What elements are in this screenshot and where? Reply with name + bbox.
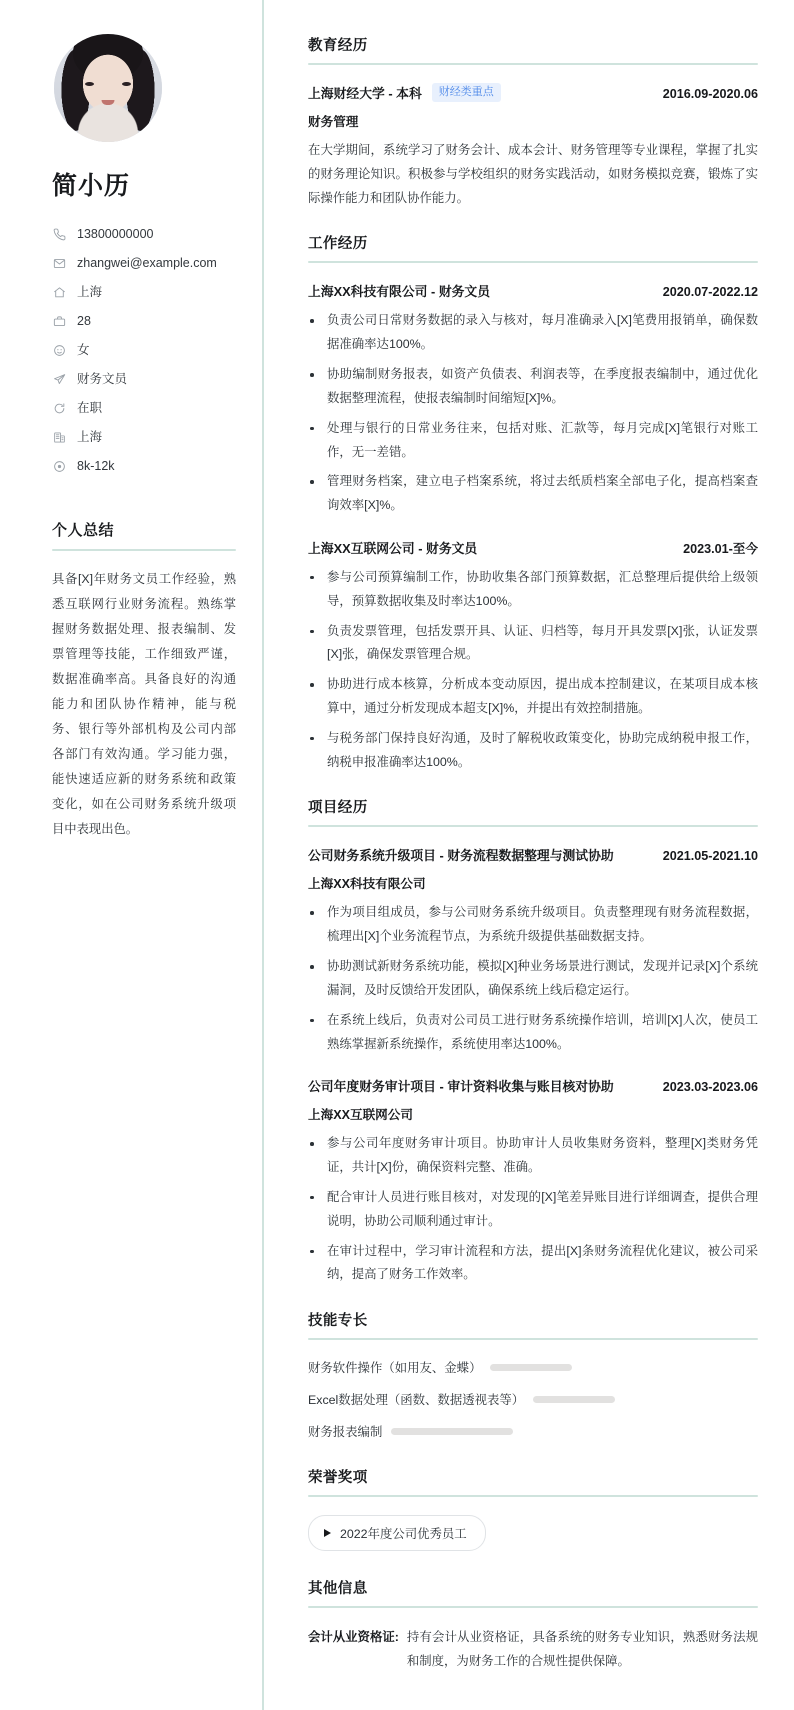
project-title-box <box>308 845 651 864</box>
education-school: 上海财经大学 - 本科 <box>308 86 422 101</box>
list-item: 负责发票管理，包括发票开具、认证、归档等，每月开具发票[X]张，认证发票[X]张，确保发票管理合规。 <box>308 620 758 668</box>
skills-heading: 技能专长 <box>308 1313 368 1330</box>
work-title-box <box>308 281 651 300</box>
project-title: 公司年度财务审计项目 - 审计资料收集与账目核对协助 <box>308 1079 614 1095</box>
education-entry-head <box>308 83 758 102</box>
project-bullets <box>308 1132 758 1287</box>
skills-divider <box>308 1338 758 1340</box>
contact-item-age <box>52 307 236 336</box>
contact-item-location <box>52 278 236 307</box>
work-company-role: 上海XX互联网公司 - 财务文员 <box>308 540 478 556</box>
list-item: 在系统上线后，负责对公司员工进行财务系统操作培训，培训[X]人次，使员工熟练掌握新系统操作，系统使用率达100%。 <box>308 1009 758 1057</box>
avatar-eyes <box>54 82 162 86</box>
triangle-right-icon <box>324 1529 331 1537</box>
summary-text: 具备[X]年财务文员工作经验，熟悉互联网行业财务流程。熟练掌握财务数据处理、报表编制、发票管理等技能，工作细致严谨，数据准确率高。具备良好的沟通能力和团队协作精神，能与税务、银行等外部机构及公司内部各部门有效沟通。学习能力强，能快速适应新的财务系统和政策变化，如在公司财务系统升级项目中表现出色。 <box>52 572 236 836</box>
salary-icon <box>52 460 66 474</box>
list-item: 参与公司预算编制工作，协助收集各部门预算数据，汇总整理后提供给上级领导，预算数据收集及时率达100%。 <box>308 566 758 614</box>
contact-value-age: 28 <box>77 314 91 328</box>
project-company: 上海XX科技有限公司 <box>308 877 426 892</box>
work-company-role: 上海XX科技有限公司 - 财务文员 <box>308 284 491 300</box>
other-item-text: 持有会计从业资格证，具备系统的财务专业知识，熟悉财务法规和制度，为财务工作的合规性提供保障。 <box>406 1630 758 1668</box>
honors-list <box>308 1515 758 1551</box>
work-date: 2020.07-2022.12 <box>662 285 758 300</box>
summary-section <box>52 519 236 841</box>
skill-item <box>308 1358 572 1376</box>
education-date: 2016.09-2020.06 <box>662 87 758 101</box>
other-item <box>308 1626 758 1674</box>
education-tag: 财经类重点 <box>432 83 501 102</box>
honor-item[interactable] <box>308 1515 486 1551</box>
contact-value-email: zhangwei@example.com <box>77 256 217 270</box>
list-item: 参与公司年度财务审计项目。协助审计人员收集财务资料，整理[X]类财务凭证，共计[X]份，确保资料完整、准确。 <box>308 1132 758 1180</box>
contact-value-workplace: 上海 <box>77 430 103 444</box>
skill-progress-track <box>391 1428 513 1435</box>
contact-item-gender <box>52 336 236 365</box>
contact-item-position <box>52 365 236 394</box>
contact-value-position: 财务文员 <box>77 372 128 386</box>
skill-item <box>308 1390 615 1408</box>
avatar <box>54 34 162 142</box>
skill-label: 财务报表编制 <box>308 1425 383 1440</box>
list-item: 协助测试新财务系统功能，模拟[X]种业务场景进行测试，发现并记录[X]个系统漏洞，及时反馈给开发团队，确保系统上线后稳定运行。 <box>308 955 758 1003</box>
skill-item <box>308 1422 746 1440</box>
main-content <box>264 0 794 1710</box>
project-entry-head <box>308 1076 758 1095</box>
contact-list <box>52 220 236 481</box>
work-date: 2023.01-至今 <box>683 541 758 556</box>
education-title-box <box>308 83 651 102</box>
sidebar <box>0 0 264 1710</box>
project-entry <box>308 1076 758 1287</box>
skill-label: 财务软件操作（如用友、金蝶） <box>308 1361 482 1376</box>
list-item: 与税务部门保持良好沟通，及时了解税收政策变化，协助完成纳税申报工作，纳税申报准确率达100%。 <box>308 727 758 775</box>
work-section <box>308 232 758 774</box>
list-item: 配合审计人员进行账目核对，对发现的[X]笔差异账目进行详细调查，提供合理说明，协助公司顺利通过审计。 <box>308 1186 758 1234</box>
work-entry <box>308 538 758 775</box>
contact-value-phone: 13800000000 <box>77 227 154 241</box>
project-date: 2021.05-2021.10 <box>662 849 758 864</box>
paper-plane-icon <box>52 373 66 387</box>
education-divider <box>308 63 758 65</box>
work-entry-head <box>308 538 758 557</box>
person-name: 简小历 <box>52 172 131 200</box>
contact-item-status <box>52 394 236 423</box>
projects-heading: 项目经历 <box>308 800 368 817</box>
contact-value-salary: 8k-12k <box>77 459 115 473</box>
work-divider <box>308 261 758 263</box>
skills-section <box>308 1309 758 1440</box>
contact-value-location: 上海 <box>77 285 103 299</box>
contact-item-email <box>52 249 236 278</box>
skills-list <box>308 1358 758 1440</box>
contact-item-workplace <box>52 423 236 452</box>
education-section <box>308 34 758 210</box>
project-title-box <box>308 1076 651 1095</box>
contact-item-phone <box>52 220 236 249</box>
project-bullets <box>308 901 758 1056</box>
honors-heading: 荣誉奖项 <box>308 1470 368 1487</box>
home-icon <box>52 286 66 300</box>
work-heading: 工作经历 <box>308 236 368 253</box>
project-date: 2023.03-2023.06 <box>662 1080 758 1095</box>
list-item: 管理财务档案，建立电子档案系统，将过去纸质档案全部电子化，提高档案查询效率[X]%。 <box>308 470 758 518</box>
other-item-label: 会计从业资格证: <box>308 1630 399 1645</box>
honors-section <box>308 1466 758 1551</box>
work-bullets <box>308 309 758 518</box>
list-item: 作为项目组成员，参与公司财务系统升级项目。负责整理现有财务流程数据，梳理出[X]个业务流程节点，为系统升级提供基础数据支持。 <box>308 901 758 949</box>
contact-value-gender: 女 <box>77 343 90 357</box>
project-title: 公司财务系统升级项目 - 财务流程数据整理与测试协助 <box>308 848 614 864</box>
other-section <box>308 1577 758 1674</box>
list-item: 在审计过程中，学习审计流程和方法，提出[X]条财务流程优化建议，被公司采纳，提高了财务工作效率。 <box>308 1240 758 1288</box>
contact-item-salary <box>52 452 236 481</box>
honor-label: 2022年度公司优秀员工 <box>340 1527 467 1542</box>
education-heading: 教育经历 <box>308 38 368 54</box>
envelope-icon <box>52 257 66 271</box>
list-item: 协助进行成本核算，分析成本变动原因，提出成本控制建议，在某项目成本核算中，通过分析发现成本超支[X]%，并提出有效控制措施。 <box>308 673 758 721</box>
education-major: 财务管理 <box>308 115 359 129</box>
education-description: 在大学期间，系统学习了财务会计、成本会计、财务管理等专业课程，掌握了扎实的财务理论知识。积极参与学校组织的财务实践活动，如财务模拟竞赛，锻炼了实际操作能力和团队协作能力。 <box>308 143 758 205</box>
projects-section <box>308 796 758 1287</box>
project-entry-head <box>308 845 758 864</box>
list-item: 负责公司日常财务数据的录入与核对，每月准确录入[X]笔费用报销单，确保数据准确率达100%。 <box>308 309 758 357</box>
list-item: 协助编制财务报表，如资产负债表、利润表等，在季度报表编制中，通过优化数据整理流程，使报表编制时间缩短[X]%。 <box>308 363 758 411</box>
skill-label: Excel数据处理（函数、数据透视表等） <box>308 1393 525 1408</box>
face-icon <box>52 344 66 358</box>
summary-divider <box>52 549 236 551</box>
briefcase-icon <box>52 315 66 329</box>
list-item: 处理与银行的日常业务往来，包括对账、汇款等，每月完成[X]笔银行对账工作，无一差错。 <box>308 417 758 465</box>
skill-progress-track <box>533 1396 615 1403</box>
honors-divider <box>308 1495 758 1497</box>
other-divider <box>308 1606 758 1608</box>
phone-icon <box>52 228 66 242</box>
work-entry-head <box>308 281 758 300</box>
project-entry <box>308 845 758 1056</box>
education-entry <box>308 83 758 210</box>
other-heading: 其他信息 <box>308 1581 368 1598</box>
projects-divider <box>308 825 758 827</box>
work-entry <box>308 281 758 518</box>
refresh-icon <box>52 402 66 416</box>
building-icon <box>52 431 66 445</box>
summary-heading: 个人总结 <box>52 522 115 539</box>
contact-value-status: 在职 <box>77 401 103 415</box>
skill-progress-track <box>490 1364 572 1371</box>
work-title-box <box>308 538 671 557</box>
project-company: 上海XX互联网公司 <box>308 1108 413 1123</box>
work-bullets <box>308 566 758 775</box>
portrait-photo-icon <box>54 34 162 142</box>
